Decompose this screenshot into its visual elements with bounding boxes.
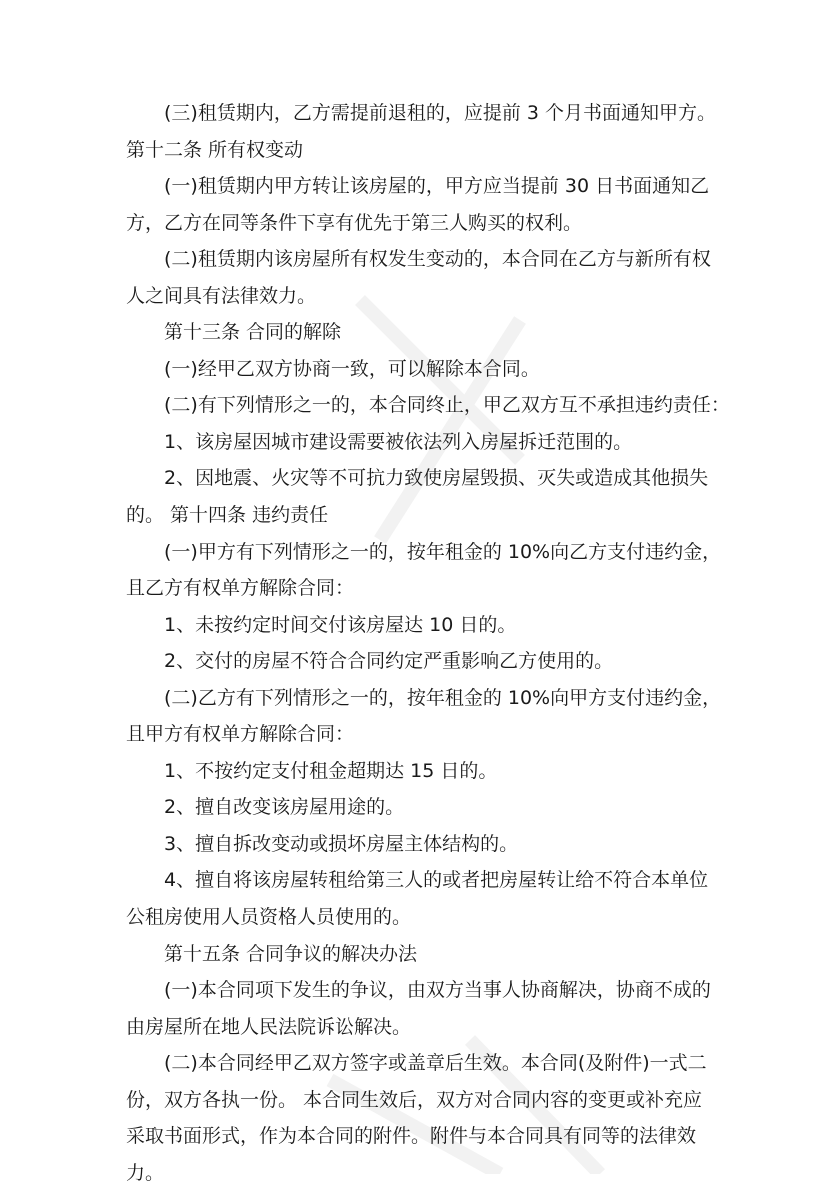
text-line: 1、不按约定支付租金超期达 15 日的。 [164, 759, 498, 782]
text-line: 的。 第十四条 违约责任 [126, 504, 329, 527]
text-line: 人之间具有法律效力。 [126, 284, 317, 307]
text-line: 力。 [126, 1161, 165, 1184]
text-line: 份，双方各执一份。 本合同生效后，双方对合同内容的变更或补充应 [126, 1088, 703, 1111]
text-line: (一)甲方有下列情形之一的，按年租金的 10%向乙方支付违约金， [164, 540, 722, 563]
text-line: 第十五条 合同争议的解决办法 [164, 942, 418, 965]
text-line: 4、擅自将该房屋转租给第三人的或者把房屋转让给不符合本单位 [164, 869, 709, 892]
contract-body [126, 95, 730, 1191]
text-line: (一)经甲乙双方协商一致，可以解除本合同。 [164, 357, 540, 380]
text-line: 2、交付的房屋不符合合同约定严重影响乙方使用的。 [164, 650, 614, 673]
text-line: (二)有下列情形之一的，本合同终止，甲乙双方互不承担违约责任： [164, 394, 730, 417]
text-line: 且甲方有权单方解除合同： [126, 723, 355, 746]
text-line: 方，乙方在同等条件下享有优先于第三人购买的权利。 [126, 211, 583, 234]
text-line: 1、未按约定时间交付该房屋达 10 日的。 [164, 613, 517, 636]
text-line: 公租房使用人员资格人员使用的。 [126, 906, 412, 929]
text-line: (一)租赁期内甲方转让该房屋的，甲方应当提前 30 日书面通知乙 [164, 175, 710, 198]
text-line: 第十二条 所有权变动 [126, 138, 304, 161]
text-line: 2、擅自改变该房屋用途的。 [164, 796, 405, 819]
text-line: (三)租赁期内，乙方需提前退租的，应提前 3 个月书面通知甲方。 [164, 102, 716, 124]
text-line: 第十三条 合同的解除 [164, 321, 342, 344]
text-line: 由房屋所在地人民法院诉讼解决。 [126, 1015, 412, 1038]
text-line: (二)乙方有下列情形之一的，按年租金的 10%向甲方支付违约金， [164, 686, 722, 709]
text-line: (一)本合同项下发生的争议，由双方当事人协商解决，协商不成的 [164, 979, 711, 1002]
text-line: 3、擅自拆改变动或损坏房屋主体结构的。 [164, 832, 519, 855]
text-line: (二)本合同经甲乙双方签字或盖章后生效。本合同(及附件)一式二 [164, 1052, 707, 1075]
text-line: 采取书面形式，作为本合同的附件。附件与本合同具有同等的法律效 [126, 1125, 697, 1148]
text-line: 1、该房屋因城市建设需要被依法列入房屋拆迁范围的。 [164, 430, 633, 453]
text-line: 且乙方有权单方解除合同： [126, 577, 355, 600]
text-line: (二)租赁期内该房屋所有权发生变动的，本合同在乙方与新所有权 [164, 248, 711, 271]
text-line: 2、因地震、火灾等不可抗力致使房屋毁损、灭失或造成其他损失 [164, 467, 709, 490]
